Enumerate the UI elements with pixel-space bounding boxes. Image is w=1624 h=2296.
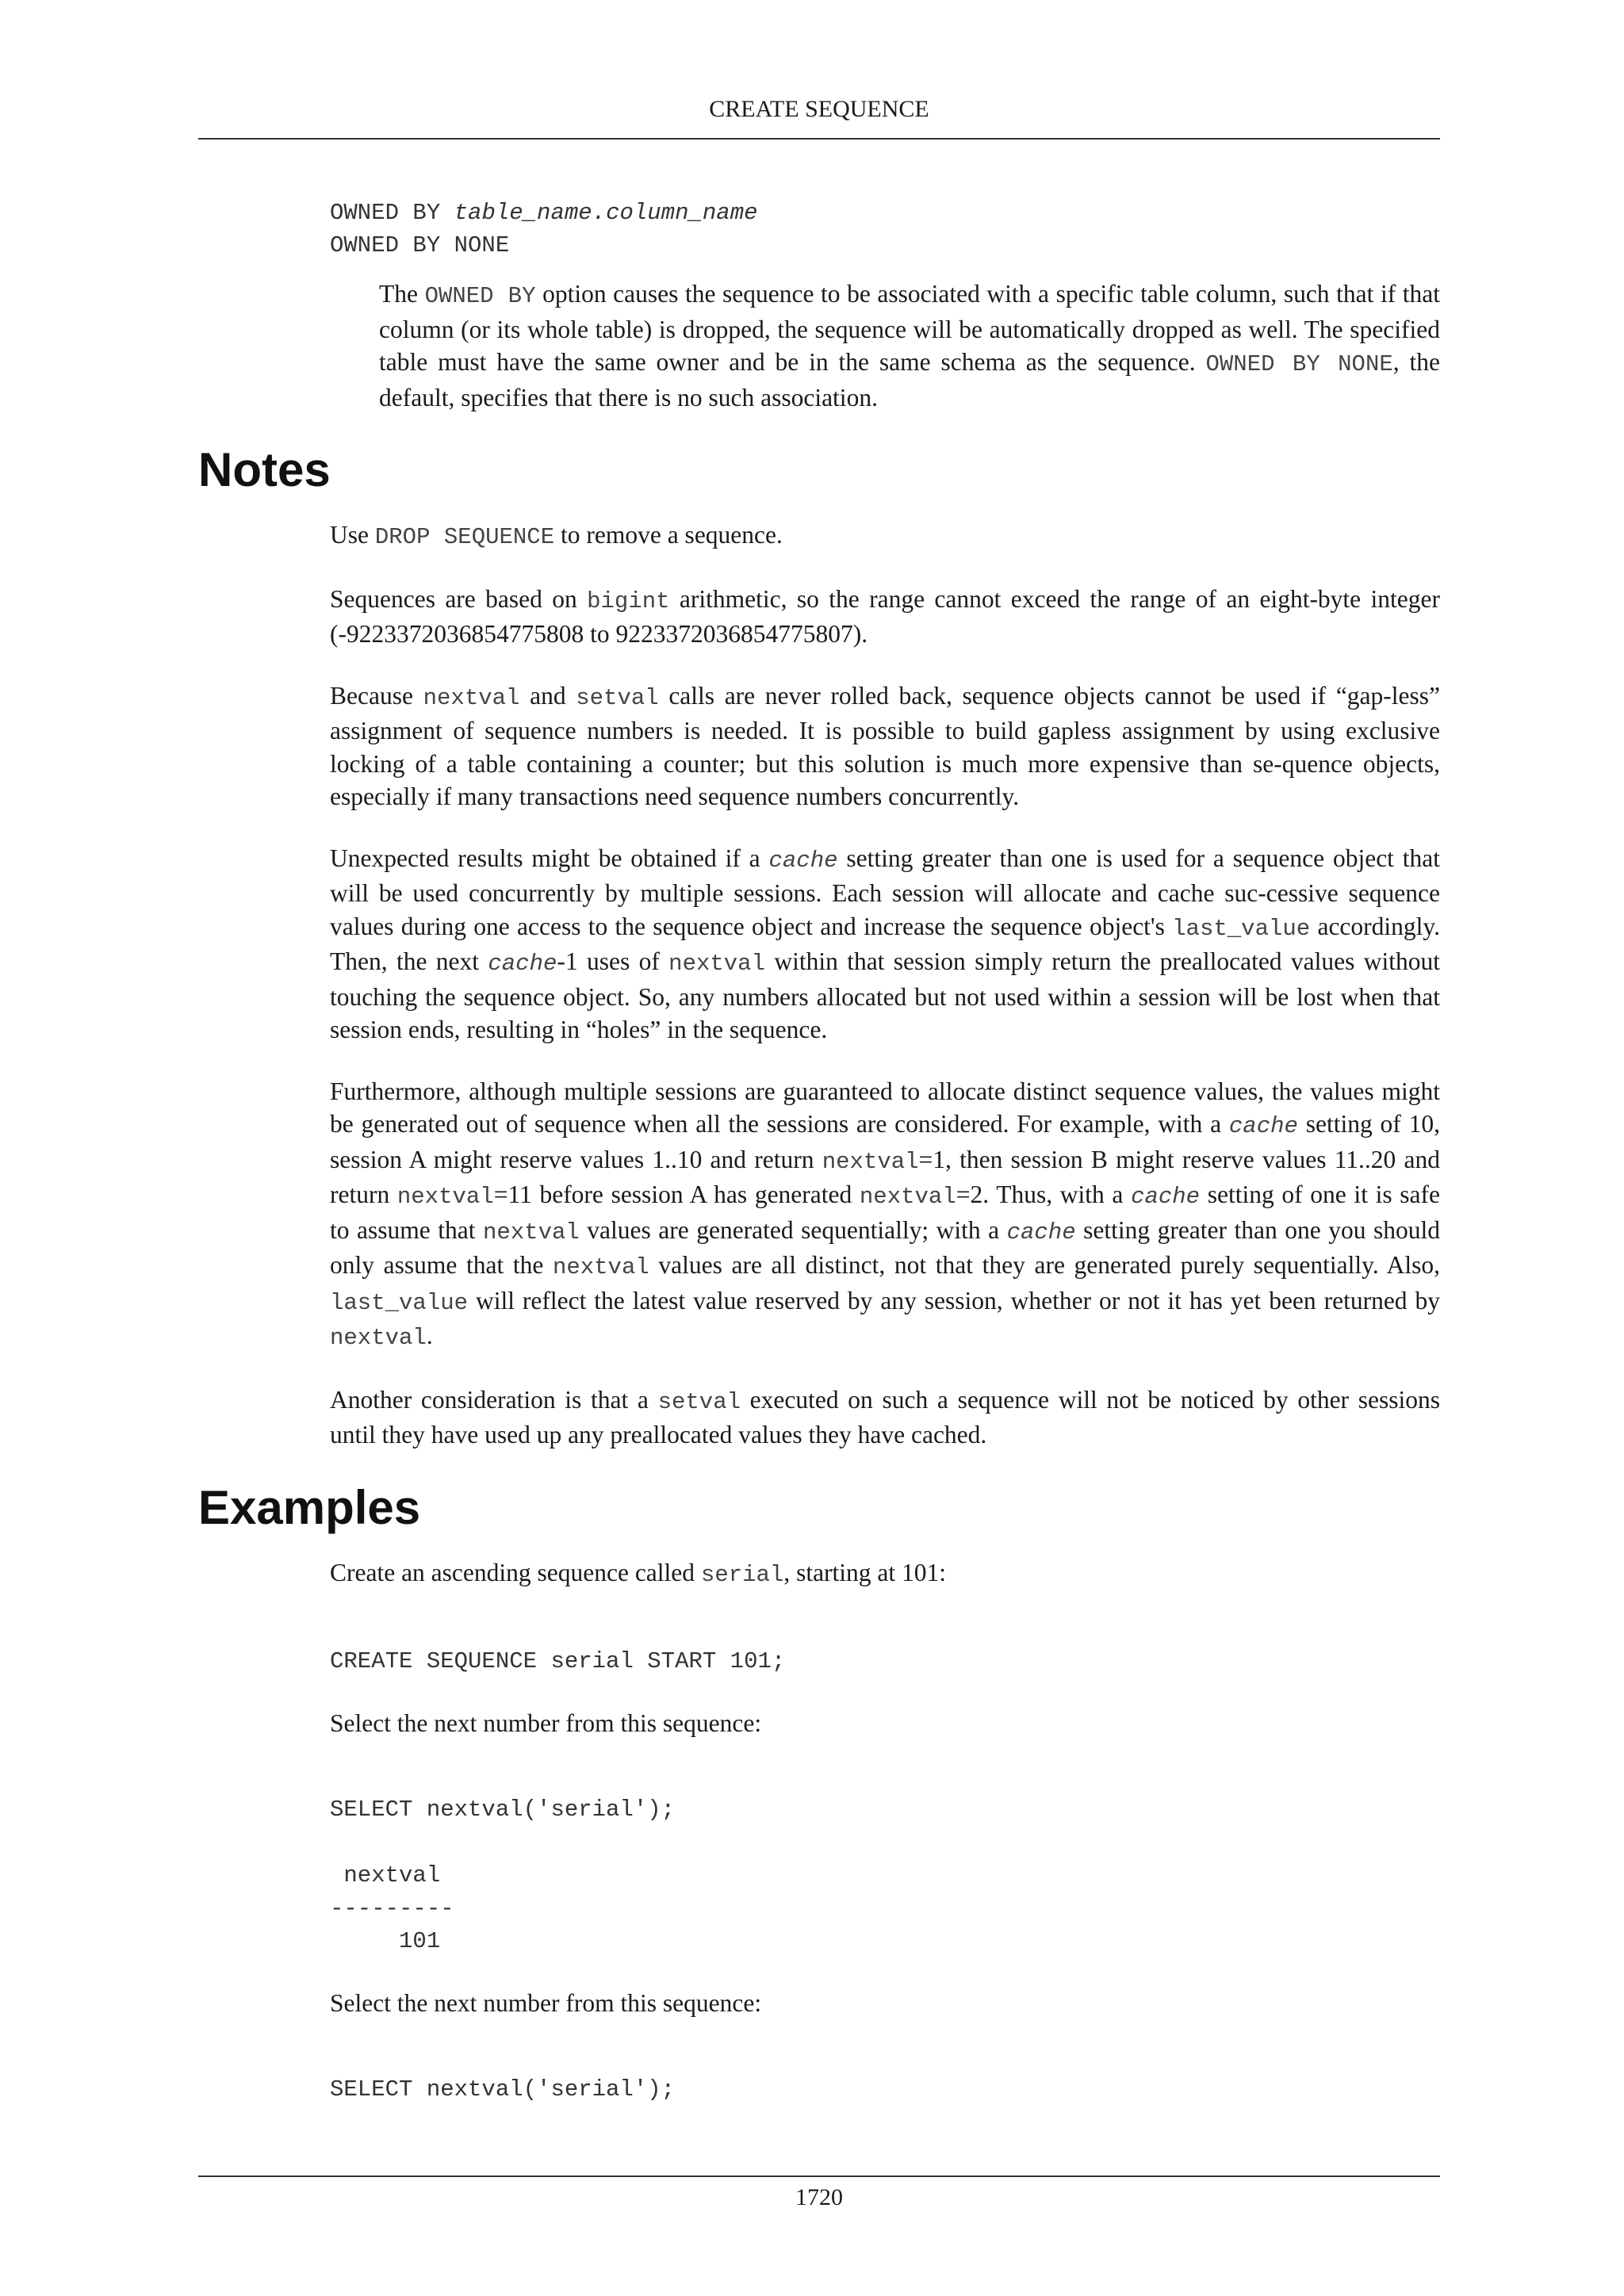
header-title: CREATE SEQUENCE xyxy=(709,96,929,122)
owned-by-term: OWNED BY table_name.column_name xyxy=(330,200,758,226)
notes-paragraph-6: Another consideration is that a setval executed on such a sequence will not be noticed by other sessions until they have used up any preallocated values they have cached. xyxy=(330,1385,1440,1448)
notes-section xyxy=(330,519,1440,1452)
owned-by-none-term: OWNED BY NONE xyxy=(330,232,510,258)
owned-by-entry xyxy=(330,197,1440,414)
notes-paragraph-5: Furthermore, although multiple sessions are guaranteed to allocate distinct sequence values, the values might be generated out of sequence when all the sessions are considered. For example, with a cache setting of 10, session A might reserve values 1..10 and return nextval=1, then session B might reserve values 11..20 and return nextval=11 before session A has generated nextval=2. Thus, with a cache setting of one it is safe to assume that nextval values are generated sequentially; with a cache setting greater than one you should only assume that the nextval values are all distinct, not that they are generated purely sequentially. Also, last_value will reflect the latest value reserved by any session, whether or not it has yet been returned by nextval. xyxy=(330,1077,1440,1351)
notes-paragraph-2: Sequences are based on bigint arithmetic, so the range cannot exceed the range of an eight-byte integer (-9223372036854775808 to 9223372036854775807). xyxy=(330,584,1440,648)
examples-step-3: Select the next number from this sequence: xyxy=(330,1988,762,2017)
examples-step-2: Select the next number from this sequence: xyxy=(330,1709,762,1737)
owned-by-paragraph: The OWNED BY option causes the sequence to be associated with a specific table column, such that if that column (or its whole table) is dropped, the sequence will be automatically dropped as well. The specified table must have the same owner and be in the same schema as the sequence. OWNED BY NONE, the default, specifies that there is no such association. xyxy=(379,280,1440,411)
owned-by-description xyxy=(379,277,1440,414)
notes-heading: Notes xyxy=(198,443,331,496)
code-block-select-result: SELECT nextval('serial'); nextval --------- 101 xyxy=(330,1797,676,1954)
notes-paragraph-4: Unexpected results might be obtained if a cache setting greater than one is used for a sequence object that will be used concurrently by multiple sessions. Each session will allocate and cache suc-cessive sequence values during one access to the sequence object and increase the sequence object's last_value accordingly. Then, the next cache-1 uses of nextval within that session simply return the preallocated values without touching the sequence object. So, any numbers allocated but not used within a session will be lost when that session ends, resulting in “holes” in the sequence. xyxy=(330,844,1441,1043)
code-block-create: CREATE SEQUENCE serial START 101; xyxy=(330,1648,786,1674)
examples-intro: Create an ascending sequence called serial, starting at 101: xyxy=(330,1558,947,1588)
page-number: 1720 xyxy=(795,2184,843,2210)
running-header xyxy=(198,94,1440,140)
code-block-select: SELECT nextval('serial'); xyxy=(330,2076,676,2103)
term-argument: table_name.column_name xyxy=(454,200,758,226)
notes-paragraph-1: Use DROP SEQUENCE to remove a sequence. xyxy=(330,521,783,550)
footer-rule xyxy=(198,2175,1440,2177)
page-content xyxy=(198,197,1440,2135)
examples-section xyxy=(330,1556,1440,2107)
examples-heading: Examples xyxy=(198,1480,421,1534)
notes-paragraph-3: Because nextval and setval calls are never rolled back, sequence objects cannot be used if “gap-less” assignment of sequence numbers is needed. It is possible to build gapless assignment by using exclusive locking of a table containing a counter; but this solution is much more expensive than se-quence objects, especially if many transactions need sequence numbers concurrently. xyxy=(330,681,1440,810)
